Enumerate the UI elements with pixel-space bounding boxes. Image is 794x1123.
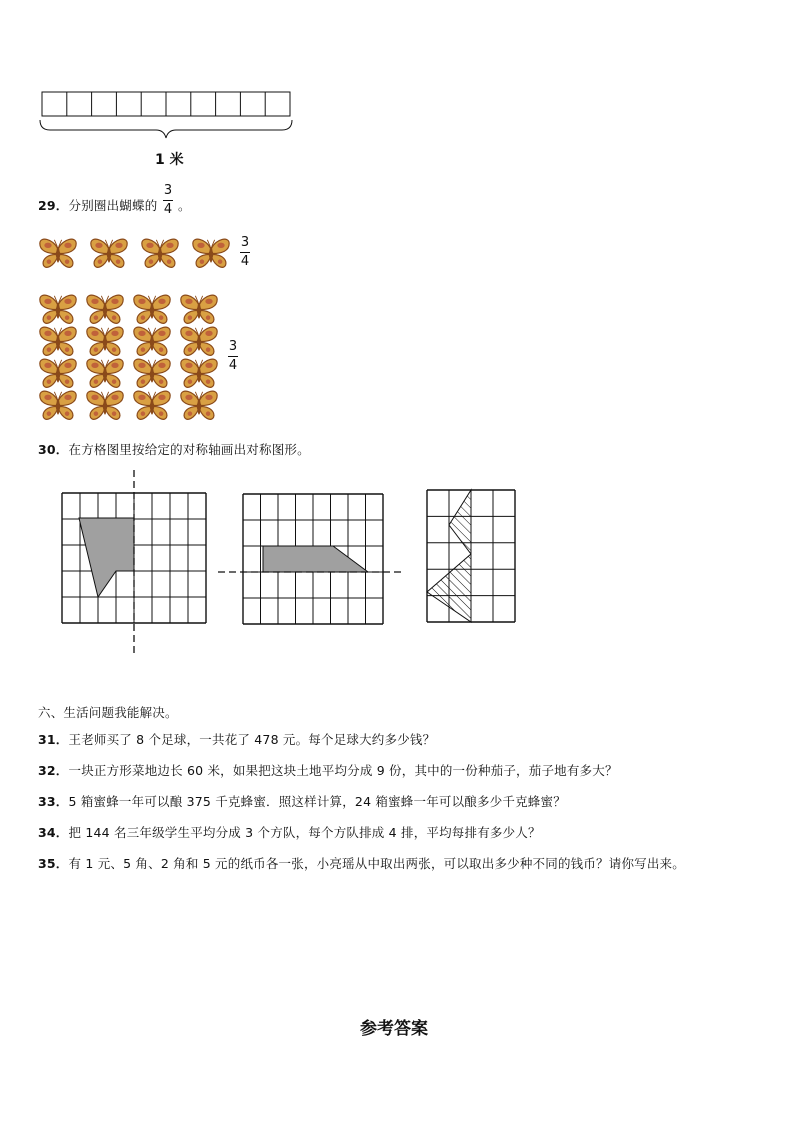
question-text: 在方格图里按给定的对称轴画出对称图形。 [68,442,310,457]
question-number: 33． [38,794,69,809]
group-2-fraction [228,340,238,373]
question-35 [38,854,685,872]
question-32 [38,761,618,779]
question-30 [38,440,310,458]
butterfly-icon [132,388,172,427]
question-number: 35． [38,856,69,871]
question-number: 31． [38,732,69,747]
question-number: 30． [38,442,69,457]
group-1-fraction [240,236,250,269]
fraction-numerator: 3 [163,183,173,198]
butterfly-group-1 [38,236,238,276]
question-text: 一块正方形菜地边长 60 米，如果把这块土地平均分成 9 份，其中的一份种茄子，茄子地有多大？ [68,763,618,778]
question-34 [38,823,541,841]
butterfly-icon [89,236,129,275]
fraction-numerator: 3 [228,339,238,354]
fraction-bar [163,200,173,201]
question-number: 34． [38,825,69,840]
symmetry-grid-2 [218,490,418,630]
fraction-denominator: 4 [228,358,238,373]
question-text: 分别圈出蝴蝶的 [68,198,158,213]
butterfly-icon [179,388,219,427]
gray-shape [79,518,134,597]
question-number: 29． [38,198,69,213]
question-29-end: 。 [178,198,191,213]
question-number: 32． [38,763,69,778]
question-29 [38,196,157,214]
fraction-denominator: 4 [163,202,173,217]
question-text: 把 144 名三年级学生平均分成 3 个方队，每个方队排成 4 排，平均每排有多少人？ [68,825,541,840]
symmetry-grid-3 [425,488,525,628]
question-text: 5 箱蜜蜂一年可以酿 375 千克蜂蜜．照这样计算，24 箱蜜蜂一年可以酿多少千克蜂蜜？ [68,794,566,809]
butterfly-icon [85,388,125,427]
butterfly-icon [191,236,231,275]
fraction-bar [240,252,250,253]
hatched-shape-top [449,490,471,554]
ruler-label: 1 米 [155,152,184,168]
fraction-denominator: 4 [240,254,250,269]
fraction-numerator: 3 [240,235,250,250]
section-heading: 六、生活问题我能解决。 [38,705,178,720]
question-text: 王老师买了 8 个足球，一共花了 478 元。每个足球大约多少钱？ [68,732,436,747]
butterfly-icon [38,388,78,427]
fraction-bar [228,356,238,357]
question-33 [38,792,566,810]
question-text: 有 1 元、5 角、2 角和 5 元的纸币各一张，小亮瑶从中取出两张，可以取出多少种不同的钱币？请你写出来。 [68,856,685,871]
symmetry-grid-1 [55,470,225,640]
question-31 [38,730,435,748]
butterfly-icon [38,236,78,275]
fraction-three-quarters [163,184,173,217]
butterfly-group-2 [38,292,228,422]
butterfly-icon [140,236,180,275]
answer-title: 参考答案 [360,1019,428,1039]
gray-shape [263,546,368,572]
